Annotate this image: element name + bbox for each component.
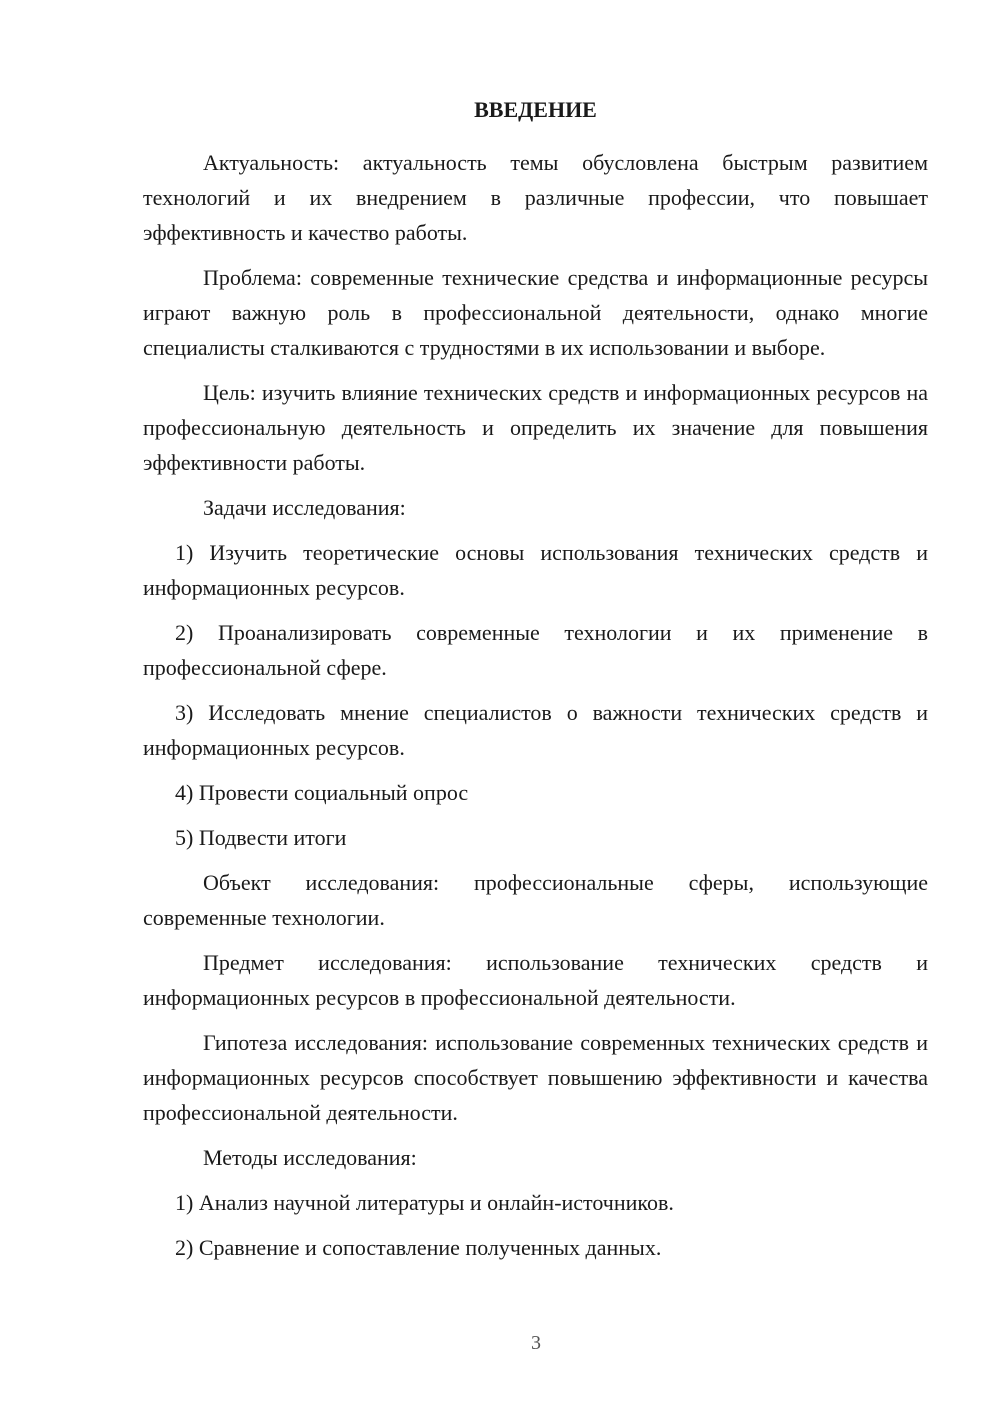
task-item: 3) Исследовать мнение специалистов о важности технических средств и информационных ресурсов.	[143, 700, 928, 760]
goal-paragraph: Цель: изучить влияние технических средств и информационных ресурсов на профессиональную деятельность и определить их значение для повышения эффективности работы.	[143, 380, 928, 475]
method-item: 2) Сравнение и сопоставление полученных данных.	[175, 1235, 662, 1260]
methods-heading: Методы исследования:	[203, 1145, 417, 1170]
task-item: 4) Провести социальный опрос	[175, 780, 469, 805]
subject-paragraph: Предмет исследования: использование технических средств и информационных ресурсов в профессиональной деятельности.	[143, 950, 928, 1010]
object-paragraph: Объект исследования: профессиональные сферы, использующие современные технологии.	[143, 870, 928, 930]
task-item: 1) Изучить теоретические основы использования технических средств и информационных ресурсов.	[143, 540, 928, 600]
method-item: 1) Анализ научной литературы и онлайн-источников.	[175, 1190, 674, 1215]
problem-paragraph: Проблема: современные технические средства и информационные ресурсы играют важную роль в профессиональной деятельности, однако многие специалисты сталкиваются с трудностями в их использовании и выборе.	[143, 265, 928, 360]
task-item: 2) Проанализировать современные технологии и их применение в профессиональной сфере.	[143, 620, 928, 680]
page-number: 3	[531, 1332, 541, 1354]
relevance-paragraph: Актуальность: актуальность темы обусловлена быстрым развитием технологий и их внедрением в различные профессии, что повышает эффективность и качество работы.	[143, 150, 928, 245]
hypothesis-paragraph: Гипотеза исследования: использование современных технических средств и информационных ресурсов способствует повышению эффективности и качества профессиональной деятельности.	[143, 1030, 928, 1125]
page-content	[143, 92, 928, 1275]
tasks-heading: Задачи исследования:	[203, 495, 406, 520]
page-title: ВВЕДЕНИЕ	[474, 97, 597, 122]
task-item: 5) Подвести итоги	[175, 825, 347, 850]
